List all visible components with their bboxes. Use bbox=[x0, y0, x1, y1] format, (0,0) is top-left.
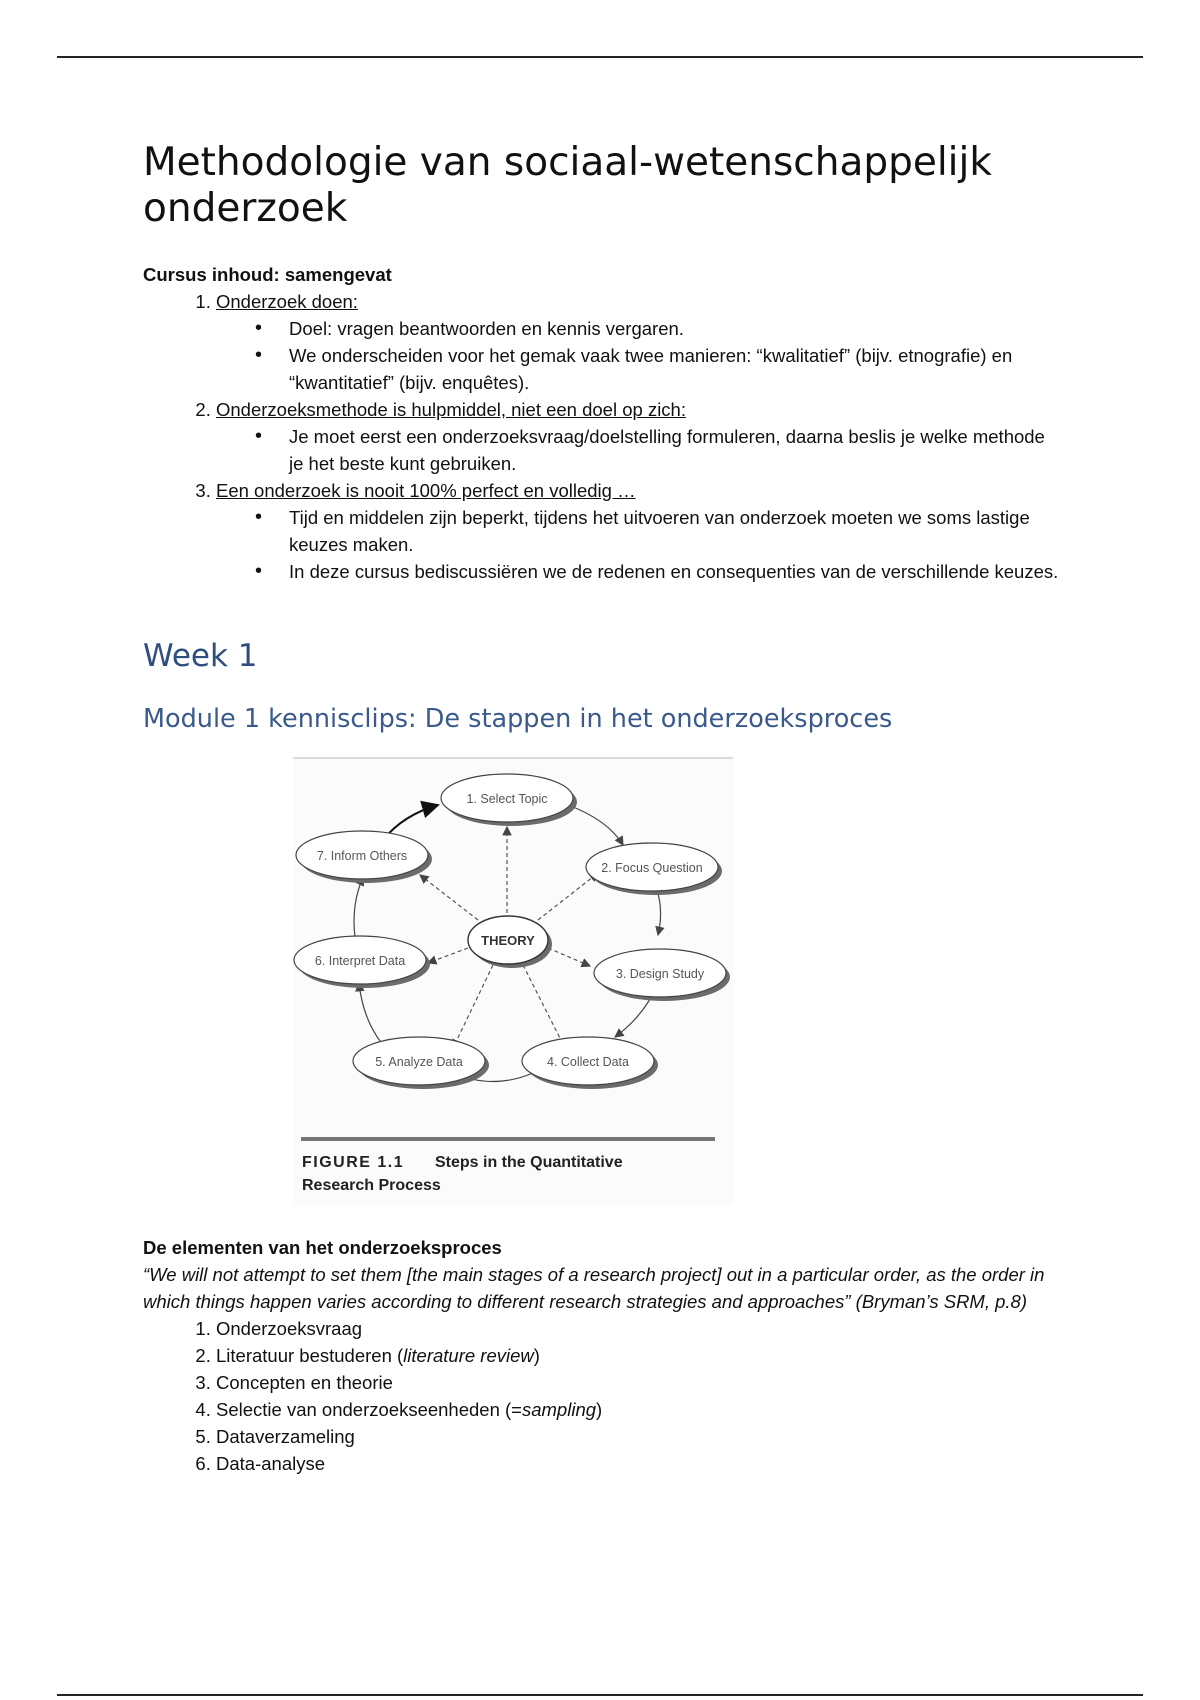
node-inform-others bbox=[296, 831, 432, 883]
step-italic: literature review bbox=[403, 1345, 534, 1366]
step-text: Onderzoeksvraag bbox=[216, 1318, 363, 1339]
elements-heading: De elementen van het onderzoeksproces bbox=[143, 1237, 502, 1258]
caption-label: FIGURE 1.1 bbox=[302, 1154, 405, 1171]
list-item bbox=[216, 396, 1063, 477]
node-theory bbox=[468, 916, 552, 968]
caption-line-1: Steps in the Quantitative bbox=[435, 1154, 623, 1171]
theory-arrow-6 bbox=[428, 948, 468, 963]
document-title: Methodologie van sociaal-wetenschappelijk onderzoek bbox=[143, 140, 992, 231]
step-text: Data-analyse bbox=[216, 1453, 326, 1474]
bullet-item: • In deze cursus bediscussiëren we de redenen en consequenties van de verschillende keuzes. bbox=[289, 558, 1063, 585]
research-process-figure bbox=[293, 755, 733, 1205]
node-label: 3. Design Study bbox=[615, 967, 705, 981]
process-steps-list bbox=[143, 1315, 1063, 1477]
list-item bbox=[216, 1450, 1063, 1477]
step-after: ) bbox=[533, 1345, 540, 1366]
list-item-label: Onderzoeksmethode is hulpmiddel, niet een doel op zich: bbox=[216, 399, 686, 420]
list-item bbox=[216, 477, 1063, 585]
step-italic: sampling bbox=[521, 1399, 597, 1420]
list-item-label: Een onderzoek is nooit 100% perfect en volledig … bbox=[216, 480, 636, 501]
week-heading: Week 1 bbox=[143, 638, 258, 674]
node-label: 1. Select Topic bbox=[466, 792, 548, 806]
node-label: 4. Collect Data bbox=[547, 1055, 629, 1069]
node-analyze-data bbox=[353, 1037, 489, 1089]
theory-arrow-2 bbox=[538, 873, 598, 920]
top-rule bbox=[57, 56, 1143, 58]
list-item bbox=[216, 1369, 1063, 1396]
step-text: Concepten en theorie bbox=[216, 1372, 393, 1393]
course-summary-list bbox=[143, 288, 1063, 585]
node-interpret-data bbox=[294, 936, 430, 988]
theory-arrow-7 bbox=[420, 875, 478, 920]
list-item bbox=[216, 1315, 1063, 1342]
bullet-list bbox=[216, 504, 1063, 585]
bullet-item: • Je moet eerst een onderzoeksvraag/doelstelling formuleren, daarna beslis je welke methode je het beste kunt gebruiken. bbox=[289, 423, 1063, 477]
list-item-label: Onderzoek doen: bbox=[216, 291, 358, 312]
node-focus-question bbox=[586, 843, 722, 895]
caption-line-2: Research Process bbox=[302, 1177, 441, 1194]
course-summary-heading: Cursus inhoud: samengevat bbox=[143, 264, 392, 285]
bullet-item: • We onderscheiden voor het gemak vaak twee manieren: “kwalitatief” (bijv. etnografie) en “kwantitatief” (bijv. enquêtes). bbox=[289, 342, 1063, 396]
theory-arrow-3 bbox=[548, 948, 590, 966]
node-label: 7. Inform Others bbox=[316, 849, 408, 863]
bottom-rule bbox=[57, 1694, 1143, 1696]
list-item bbox=[216, 1423, 1063, 1450]
bullet-list bbox=[216, 423, 1063, 477]
module-heading: Module 1 kennisclips: De stappen in het onderzoeksproces bbox=[143, 704, 893, 734]
cycle-arrow-5 bbox=[359, 983, 383, 1045]
step-text: Selectie van onderzoekseenheden (= bbox=[216, 1399, 522, 1420]
cycle-arrow-6 bbox=[354, 877, 363, 937]
document-body bbox=[143, 140, 1063, 1477]
node-select-topic bbox=[441, 774, 577, 826]
bullet-list bbox=[216, 315, 1063, 396]
node-label: 2. Focus Question bbox=[601, 861, 703, 875]
bullet-item: • Doel: vragen beantwoorden en kennis vergaren. bbox=[289, 315, 1063, 342]
step-after: ) bbox=[596, 1399, 603, 1420]
list-item bbox=[216, 1342, 1063, 1369]
cycle-arrow-1 bbox=[568, 805, 623, 845]
theory-arrow-4 bbox=[523, 965, 565, 1048]
list-item bbox=[216, 1396, 1063, 1423]
node-collect-data bbox=[522, 1037, 658, 1089]
bullet-item: • Tijd en middelen zijn beperkt, tijdens het uitvoeren van onderzoek moeten we soms lastige keuzes maken. bbox=[289, 504, 1063, 558]
node-label: 5. Analyze Data bbox=[375, 1055, 463, 1069]
step-text: Dataverzameling bbox=[216, 1426, 355, 1447]
step-text: Literatuur bestuderen ( bbox=[216, 1345, 404, 1366]
bryman-quote: “We will not attempt to set them [the main stages of a research project] out in a particular order, as the order in which things happen varies according to different research strategies and approaches” (Bryman’s SRM, p.8) bbox=[143, 1264, 1045, 1312]
research-cycle-diagram bbox=[293, 755, 733, 1205]
theory-arrow-5 bbox=[453, 965, 493, 1048]
node-design-study bbox=[594, 949, 730, 1001]
list-item bbox=[216, 288, 1063, 396]
node-label: THEORY bbox=[481, 933, 535, 948]
node-label: 6. Interpret Data bbox=[314, 954, 406, 968]
